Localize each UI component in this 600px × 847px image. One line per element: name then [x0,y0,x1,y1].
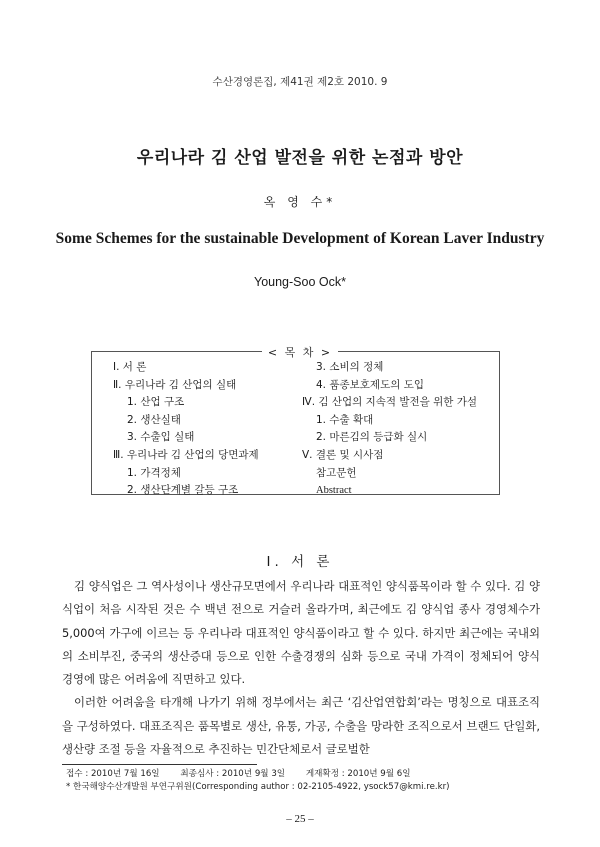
body-text [62,575,540,761]
review-dates [66,768,449,781]
toc-item: 1. 산업 구조 [127,396,185,409]
footnote-divider [62,764,257,765]
toc-item: 1. 수출 확대 [316,413,374,426]
toc-item: 참고문헌 [316,466,357,479]
author-korean: 옥 영 수* [263,195,337,209]
toc-left-column [113,359,259,500]
title-english: Some Schemes for the sustainable Development of Korean Laver Industry [55,230,545,247]
toc-right-column [302,359,477,500]
page-number: – 25 – [286,813,314,825]
toc-heading: < 목 차 > [0,344,600,360]
author-affiliation-note: * 한국해양수산개발원 부연구위원(Corresponding author : 02-2105-4922, ysock57@kmi.re.kr) [66,782,450,792]
accepted-date: 게재확정 : 2010년 9월 6일 [305,769,411,779]
toc-item: 3. 수출입 실태 [127,431,195,444]
paragraph: 김 양식업은 그 역사성이나 생산규모면에서 우리나라 대표적인 양식품목이라 할 수 있다. 김 양식업이 처음 시작된 것은 수 백년 전으로 거슬러 올라가며, 최근에도 김 양식업 종사 경영체수가 5,000여 가구에 이르는 등 우리나라 대표적인 양식품이라고 할 수 있다. 하지만 최근에는 국내외의 소비부진, 중국의 생산증대 등으로 인한 수출경쟁의 심화 등으로 국내 가격이 정체되어 양식 경영에 많은 어려움에 직면하고 있다. [62,579,540,687]
toc-item: 1. 가격정체 [127,466,181,479]
section-heading: Ⅰ. 서 론 [266,554,334,570]
toc-item: 2. 마른김의 등급화 실시 [316,431,428,444]
toc-item: Abstract [316,485,352,497]
toc-item: 4. 품종보호제도의 도입 [316,378,424,391]
footnotes [66,768,449,794]
toc-item: Ⅱ. 우리나라 김 산업의 실태 [113,378,237,391]
received-date: 접수 : 2010년 7월 16일 [66,769,160,779]
final-review-date: 최종심사 : 2010년 9월 3일 [180,769,286,779]
toc-item: 2. 생산단계별 갈등 구조 [127,484,239,497]
toc-item: Ⅳ. 김 산업의 지속적 발전을 위한 가설 [302,396,478,409]
toc-item: Ⅲ. 우리나라 김 산업의 당면과제 [113,448,259,461]
toc-item: Ⅴ. 결론 및 시사점 [302,448,384,461]
toc-item: 2. 생산실태 [127,413,181,426]
journal-header: 수산경영론집, 제41권 제2호 2010. 9 [212,76,388,88]
paragraph: 이러한 어려움을 타개해 나가기 위해 정부에서는 최근 ‘김산업연합회’라는 명칭으로 대표조직을 구성하였다. 대표조직은 품목별로 생산, 유통, 가공, 수출을 망라한 조직으로서 브랜드 단일화, 생산량 조절 등을 자율적으로 추진하는 민간단체로서 글로벌한 [62,695,540,757]
toc-item: Ⅰ. 서 론 [113,361,147,373]
toc-item: 3. 소비의 정체 [316,361,384,373]
author-english: Young-Soo Ock* [254,275,346,289]
title-korean: 우리나라 김 산업 발전을 위한 논점과 방안 [136,148,464,168]
